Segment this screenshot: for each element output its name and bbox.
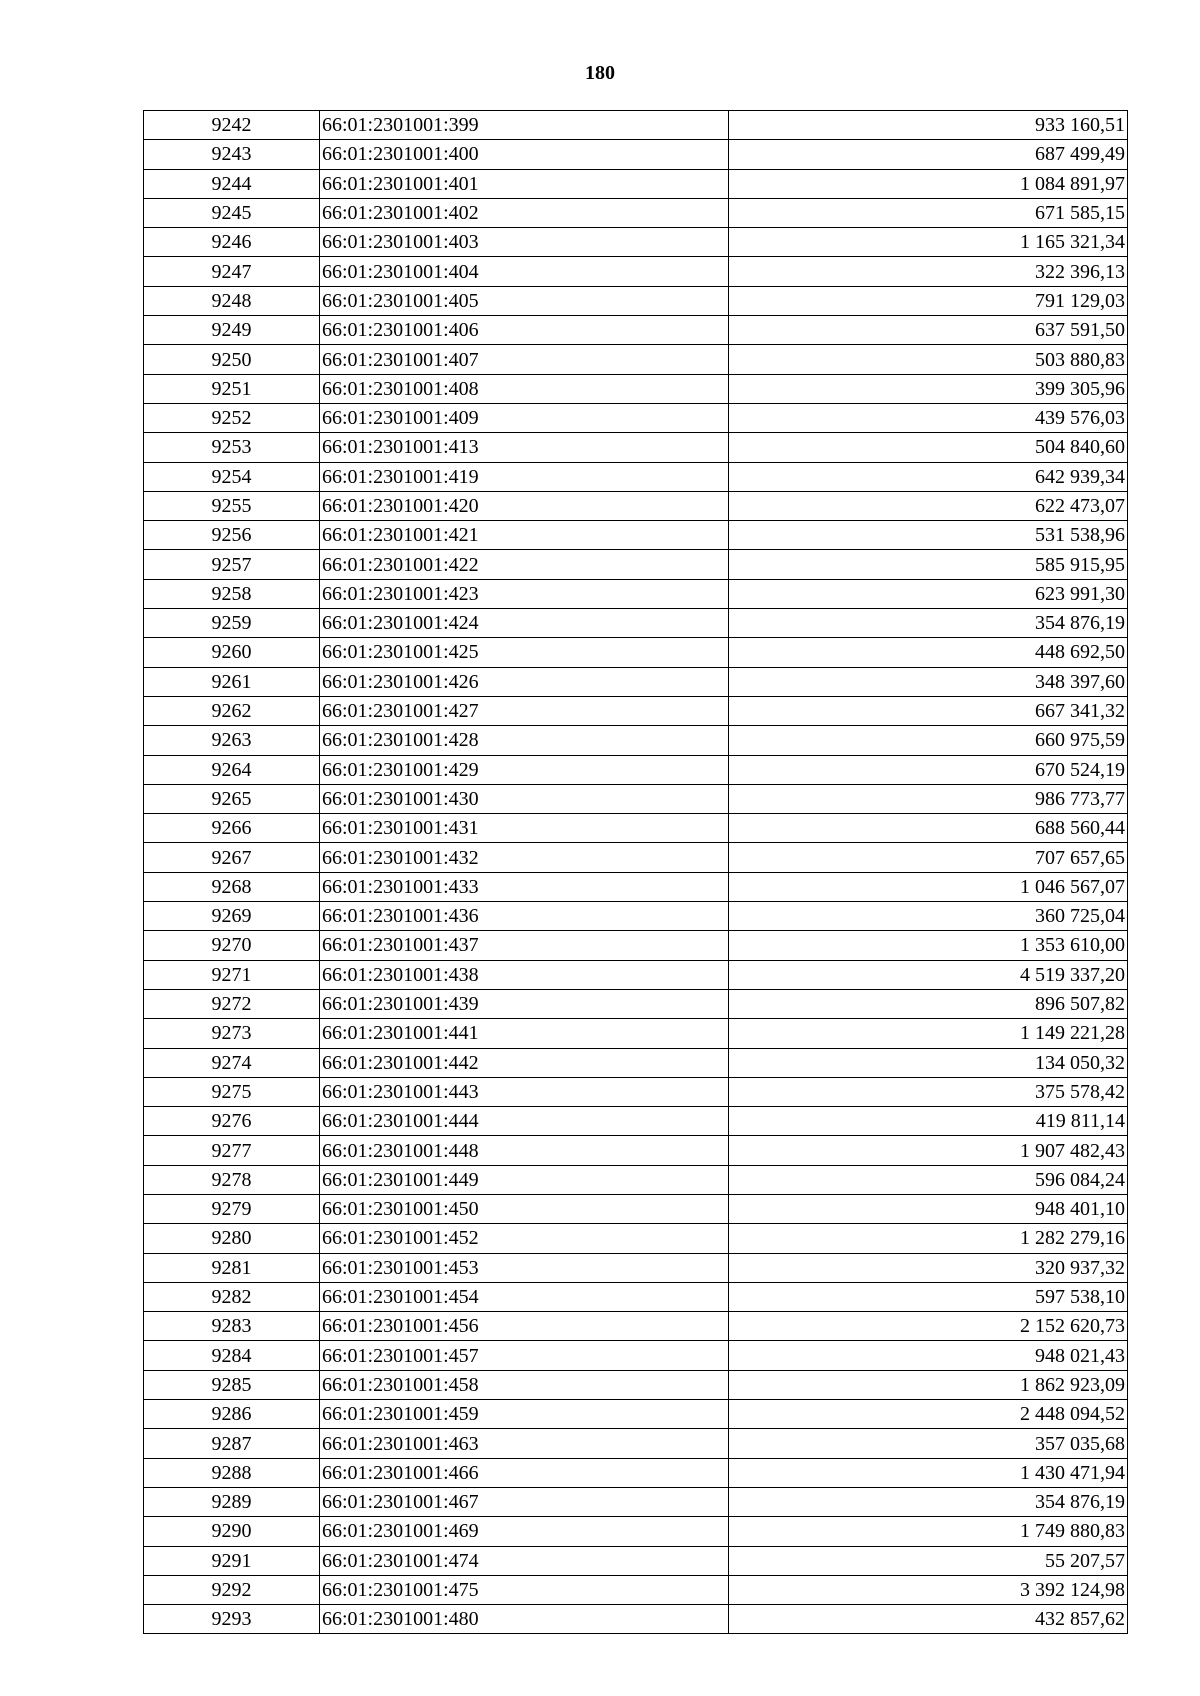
row-number: 9243	[144, 140, 320, 169]
cadastral-value: 531 538,96	[729, 521, 1128, 550]
cadastral-number: 66:01:2301001:459	[320, 1400, 729, 1429]
cadastral-value: 2 152 620,73	[729, 1312, 1128, 1341]
table-row	[144, 1194, 1128, 1223]
row-number: 9286	[144, 1400, 320, 1429]
cadastral-value: 432 857,62	[729, 1605, 1128, 1634]
table-row	[144, 316, 1128, 345]
cadastral-value: 1 430 471,94	[729, 1458, 1128, 1487]
cadastral-number: 66:01:2301001:400	[320, 140, 729, 169]
table-row	[144, 1370, 1128, 1399]
row-number: 9252	[144, 403, 320, 432]
row-number: 9259	[144, 609, 320, 638]
table-row	[144, 1312, 1128, 1341]
cadastral-value: 637 591,50	[729, 316, 1128, 345]
table-row	[144, 403, 1128, 432]
cadastral-value: 791 129,03	[729, 286, 1128, 315]
table-body	[144, 111, 1128, 1634]
table-row	[144, 1136, 1128, 1165]
cadastral-number: 66:01:2301001:467	[320, 1487, 729, 1516]
table-row	[144, 345, 1128, 374]
cadastral-number: 66:01:2301001:458	[320, 1370, 729, 1399]
cadastral-number: 66:01:2301001:421	[320, 521, 729, 550]
row-number: 9246	[144, 228, 320, 257]
cadastral-number: 66:01:2301001:426	[320, 667, 729, 696]
cadastral-number: 66:01:2301001:450	[320, 1194, 729, 1223]
cadastral-value: 357 035,68	[729, 1429, 1128, 1458]
cadastral-number: 66:01:2301001:466	[320, 1458, 729, 1487]
table-row	[144, 111, 1128, 140]
row-number: 9250	[144, 345, 320, 374]
row-number: 9244	[144, 169, 320, 198]
cadastral-number: 66:01:2301001:420	[320, 491, 729, 520]
cadastral-number: 66:01:2301001:423	[320, 579, 729, 608]
row-number: 9264	[144, 755, 320, 784]
cadastral-number: 66:01:2301001:425	[320, 638, 729, 667]
table-row	[144, 667, 1128, 696]
row-number: 9249	[144, 316, 320, 345]
cadastral-value: 660 975,59	[729, 726, 1128, 755]
row-number: 9248	[144, 286, 320, 315]
cadastral-number: 66:01:2301001:427	[320, 696, 729, 725]
cadastral-value: 1 084 891,97	[729, 169, 1128, 198]
cadastral-number: 66:01:2301001:441	[320, 1019, 729, 1048]
cadastral-value: 322 396,13	[729, 257, 1128, 286]
cadastral-number: 66:01:2301001:475	[320, 1575, 729, 1604]
row-number: 9292	[144, 1575, 320, 1604]
cadastral-number: 66:01:2301001:399	[320, 111, 729, 140]
cadastral-number: 66:01:2301001:442	[320, 1048, 729, 1077]
cadastral-number: 66:01:2301001:406	[320, 316, 729, 345]
row-number: 9267	[144, 843, 320, 872]
table-row	[144, 1019, 1128, 1048]
cadastral-number: 66:01:2301001:454	[320, 1282, 729, 1311]
row-number: 9279	[144, 1194, 320, 1223]
cadastral-value: 670 524,19	[729, 755, 1128, 784]
cadastral-number: 66:01:2301001:433	[320, 872, 729, 901]
table-row	[144, 609, 1128, 638]
row-number: 9271	[144, 960, 320, 989]
row-number: 9263	[144, 726, 320, 755]
row-number: 9257	[144, 550, 320, 579]
cadastral-number: 66:01:2301001:439	[320, 989, 729, 1018]
cadastral-value: 503 880,83	[729, 345, 1128, 374]
cadastral-number: 66:01:2301001:474	[320, 1546, 729, 1575]
cadastral-number: 66:01:2301001:457	[320, 1341, 729, 1370]
row-number: 9251	[144, 374, 320, 403]
table-row	[144, 579, 1128, 608]
page-number: 180	[585, 62, 615, 84]
cadastral-value: 348 397,60	[729, 667, 1128, 696]
table-row	[144, 843, 1128, 872]
cadastral-value: 448 692,50	[729, 638, 1128, 667]
row-number: 9268	[144, 872, 320, 901]
table-row	[144, 374, 1128, 403]
row-number: 9253	[144, 433, 320, 462]
cadastral-value: 439 576,03	[729, 403, 1128, 432]
cadastral-number: 66:01:2301001:401	[320, 169, 729, 198]
cadastral-value: 623 991,30	[729, 579, 1128, 608]
cadastral-value: 1 282 279,16	[729, 1224, 1128, 1253]
cadastral-value: 1 046 567,07	[729, 872, 1128, 901]
cadastral-number: 66:01:2301001:438	[320, 960, 729, 989]
cadastral-number: 66:01:2301001:407	[320, 345, 729, 374]
table-row	[144, 696, 1128, 725]
row-number: 9258	[144, 579, 320, 608]
cadastral-number: 66:01:2301001:456	[320, 1312, 729, 1341]
row-number: 9272	[144, 989, 320, 1018]
table-row	[144, 960, 1128, 989]
table-row	[144, 1077, 1128, 1106]
row-number: 9274	[144, 1048, 320, 1077]
cadastral-number: 66:01:2301001:437	[320, 931, 729, 960]
cadastral-number: 66:01:2301001:443	[320, 1077, 729, 1106]
cadastral-number: 66:01:2301001:469	[320, 1517, 729, 1546]
cadastral-value: 986 773,77	[729, 784, 1128, 813]
table-row	[144, 814, 1128, 843]
cadastral-value: 622 473,07	[729, 491, 1128, 520]
cadastral-value: 1 149 221,28	[729, 1019, 1128, 1048]
cadastral-number: 66:01:2301001:413	[320, 433, 729, 462]
cadastral-number: 66:01:2301001:444	[320, 1107, 729, 1136]
cadastral-number: 66:01:2301001:422	[320, 550, 729, 579]
table-row	[144, 902, 1128, 931]
row-number: 9273	[144, 1019, 320, 1048]
table-row	[144, 1458, 1128, 1487]
cadastral-number: 66:01:2301001:480	[320, 1605, 729, 1634]
table-row	[144, 1107, 1128, 1136]
row-number: 9278	[144, 1165, 320, 1194]
cadastral-value: 688 560,44	[729, 814, 1128, 843]
cadastral-number: 66:01:2301001:449	[320, 1165, 729, 1194]
table-row	[144, 989, 1128, 1018]
row-number: 9245	[144, 198, 320, 227]
cadastral-value: 399 305,96	[729, 374, 1128, 403]
row-number: 9276	[144, 1107, 320, 1136]
row-number: 9254	[144, 462, 320, 491]
row-number: 9289	[144, 1487, 320, 1516]
cadastral-value: 4 519 337,20	[729, 960, 1128, 989]
table-row	[144, 1429, 1128, 1458]
cadastral-value: 596 084,24	[729, 1165, 1128, 1194]
cadastral-value: 642 939,34	[729, 462, 1128, 491]
row-number: 9256	[144, 521, 320, 550]
cadastral-number: 66:01:2301001:432	[320, 843, 729, 872]
table-row	[144, 521, 1128, 550]
table-row	[144, 1341, 1128, 1370]
cadastral-number: 66:01:2301001:409	[320, 403, 729, 432]
cadastral-number: 66:01:2301001:405	[320, 286, 729, 315]
row-number: 9270	[144, 931, 320, 960]
cadastral-value: 320 937,32	[729, 1253, 1128, 1282]
table-row	[144, 638, 1128, 667]
row-number: 9280	[144, 1224, 320, 1253]
table-row	[144, 198, 1128, 227]
cadastral-value: 933 160,51	[729, 111, 1128, 140]
table-row	[144, 550, 1128, 579]
row-number: 9275	[144, 1077, 320, 1106]
cadastral-value: 707 657,65	[729, 843, 1128, 872]
cadastral-value: 504 840,60	[729, 433, 1128, 462]
cadastral-number: 66:01:2301001:402	[320, 198, 729, 227]
table-row	[144, 169, 1128, 198]
table-row	[144, 1224, 1128, 1253]
row-number: 9260	[144, 638, 320, 667]
cadastral-number: 66:01:2301001:448	[320, 1136, 729, 1165]
cadastral-value: 375 578,42	[729, 1077, 1128, 1106]
cadastral-value: 597 538,10	[729, 1282, 1128, 1311]
row-number: 9277	[144, 1136, 320, 1165]
row-number: 9287	[144, 1429, 320, 1458]
cadastral-value: 1 165 321,34	[729, 228, 1128, 257]
cadastral-number: 66:01:2301001:404	[320, 257, 729, 286]
cadastral-value: 55 207,57	[729, 1546, 1128, 1575]
cadastral-value: 3 392 124,98	[729, 1575, 1128, 1604]
cadastral-value-table	[143, 110, 1128, 1634]
table-row	[144, 1487, 1128, 1516]
cadastral-number: 66:01:2301001:436	[320, 902, 729, 931]
row-number: 9247	[144, 257, 320, 286]
cadastral-value: 671 585,15	[729, 198, 1128, 227]
table-row	[144, 1165, 1128, 1194]
table-row	[144, 1253, 1128, 1282]
cadastral-value: 354 876,19	[729, 1487, 1128, 1516]
row-number: 9262	[144, 696, 320, 725]
row-number: 9265	[144, 784, 320, 813]
table-row	[144, 140, 1128, 169]
row-number: 9288	[144, 1458, 320, 1487]
table-row	[144, 228, 1128, 257]
cadastral-value: 354 876,19	[729, 609, 1128, 638]
table-row	[144, 726, 1128, 755]
row-number: 9293	[144, 1605, 320, 1634]
table-row	[144, 931, 1128, 960]
cadastral-value: 585 915,95	[729, 550, 1128, 579]
table-row	[144, 257, 1128, 286]
table-row	[144, 755, 1128, 784]
table-row	[144, 1048, 1128, 1077]
table-row	[144, 491, 1128, 520]
table-row	[144, 286, 1128, 315]
cadastral-value: 948 401,10	[729, 1194, 1128, 1223]
cadastral-value: 948 021,43	[729, 1341, 1128, 1370]
table-row	[144, 462, 1128, 491]
table-row	[144, 1605, 1128, 1634]
cadastral-value: 419 811,14	[729, 1107, 1128, 1136]
cadastral-number: 66:01:2301001:419	[320, 462, 729, 491]
table-row	[144, 1282, 1128, 1311]
cadastral-value: 134 050,32	[729, 1048, 1128, 1077]
row-number: 9266	[144, 814, 320, 843]
row-number: 9281	[144, 1253, 320, 1282]
row-number: 9269	[144, 902, 320, 931]
row-number: 9282	[144, 1282, 320, 1311]
cadastral-value: 896 507,82	[729, 989, 1128, 1018]
cadastral-value: 687 499,49	[729, 140, 1128, 169]
cadastral-value: 1 907 482,43	[729, 1136, 1128, 1165]
row-number: 9284	[144, 1341, 320, 1370]
cadastral-number: 66:01:2301001:429	[320, 755, 729, 784]
cadastral-number: 66:01:2301001:463	[320, 1429, 729, 1458]
cadastral-number: 66:01:2301001:430	[320, 784, 729, 813]
cadastral-number: 66:01:2301001:452	[320, 1224, 729, 1253]
row-number: 9242	[144, 111, 320, 140]
cadastral-value: 2 448 094,52	[729, 1400, 1128, 1429]
table-row	[144, 1575, 1128, 1604]
row-number: 9255	[144, 491, 320, 520]
cadastral-value: 1 749 880,83	[729, 1517, 1128, 1546]
table-row	[144, 784, 1128, 813]
table-row	[144, 1546, 1128, 1575]
cadastral-number: 66:01:2301001:424	[320, 609, 729, 638]
cadastral-number: 66:01:2301001:408	[320, 374, 729, 403]
row-number: 9283	[144, 1312, 320, 1341]
cadastral-value: 360 725,04	[729, 902, 1128, 931]
cadastral-value: 667 341,32	[729, 696, 1128, 725]
row-number: 9285	[144, 1370, 320, 1399]
table-row	[144, 1400, 1128, 1429]
cadastral-number: 66:01:2301001:453	[320, 1253, 729, 1282]
cadastral-number: 66:01:2301001:403	[320, 228, 729, 257]
cadastral-value: 1 353 610,00	[729, 931, 1128, 960]
table-row	[144, 433, 1128, 462]
row-number: 9290	[144, 1517, 320, 1546]
row-number: 9291	[144, 1546, 320, 1575]
cadastral-number: 66:01:2301001:431	[320, 814, 729, 843]
cadastral-number: 66:01:2301001:428	[320, 726, 729, 755]
table-row	[144, 872, 1128, 901]
cadastral-value: 1 862 923,09	[729, 1370, 1128, 1399]
table-row	[144, 1517, 1128, 1546]
row-number: 9261	[144, 667, 320, 696]
